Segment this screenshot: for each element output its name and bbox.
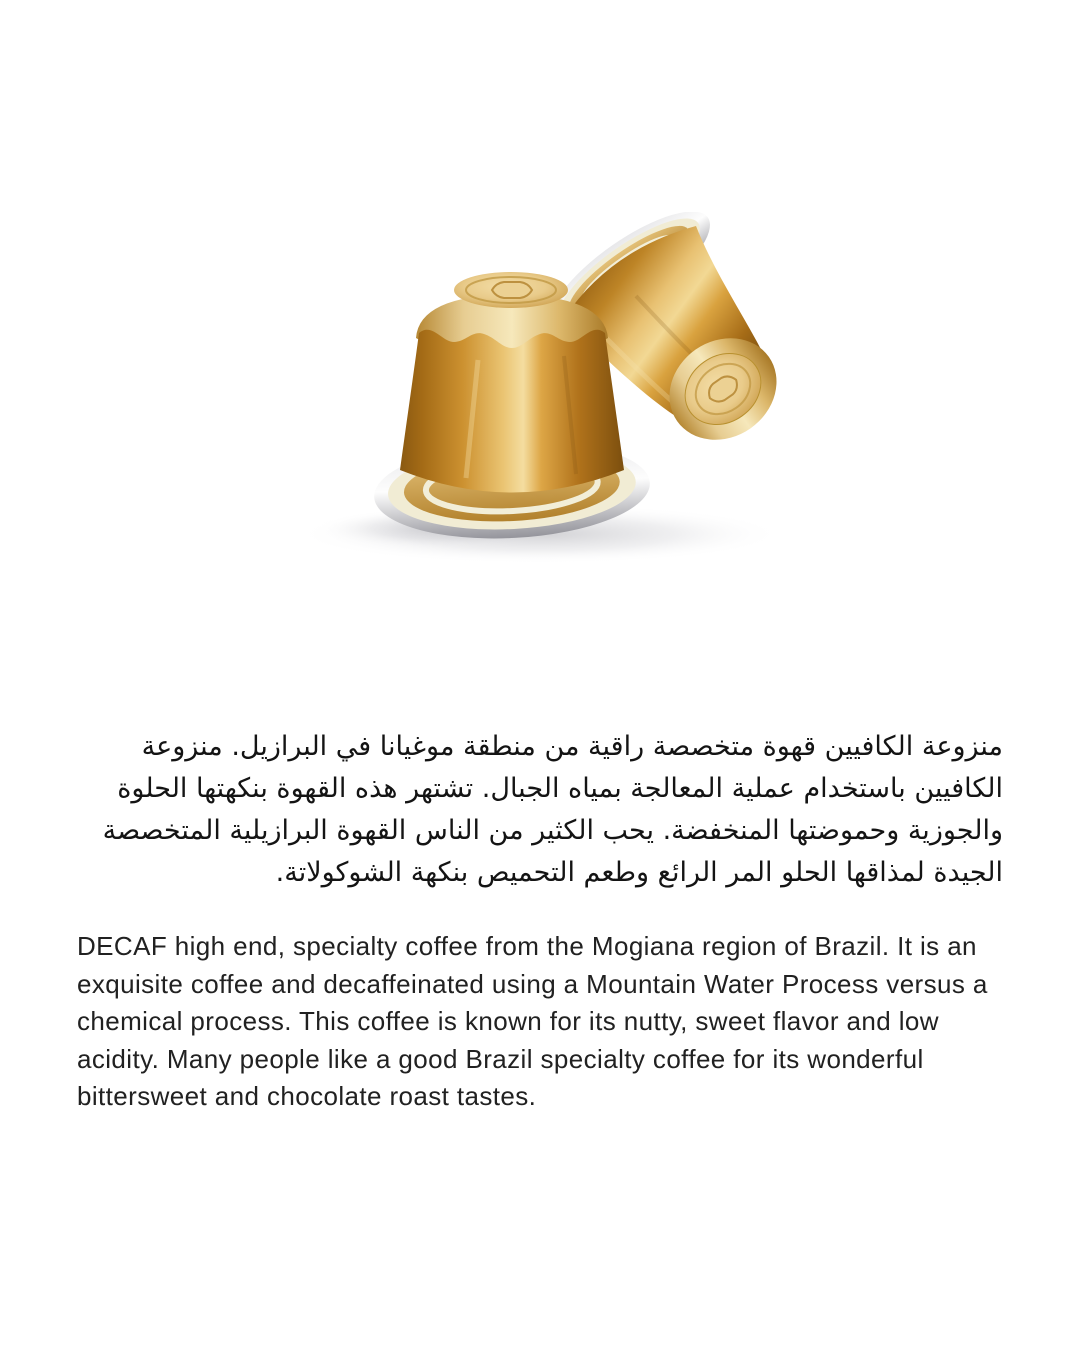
- english-description: DECAF high end, specialty coffee from the Mogiana region of Brazil. It is an exquisite coffee and decaffeinated using a Mountain Water Process versus a chemical process. This coffee is known for its nutty, sweet flavor and low acidity. Many people like a good Brazil specialty coffee for its wonderful bittersweet and chocolate roast tastes.: [77, 931, 988, 1111]
- product-image: [300, 212, 820, 562]
- arabic-description: منزوعة الكافيين قهوة متخصصة راقية من منطقة موغيانا في البرازيل. منزوعة الكافيين باستخدام عملية المعالجة بمياه الجبال. تشتهر هذه القهوة بنكهتها الحلوة والجوزية وحموضتها المنخفضة. يحب الكثير من الناس القهوة البرازيلية المتخصصة الجيدة لمذاقها الحلو المر الرائع وطعم التحميص بنكهة الشوكولاتة.: [102, 731, 1003, 888]
